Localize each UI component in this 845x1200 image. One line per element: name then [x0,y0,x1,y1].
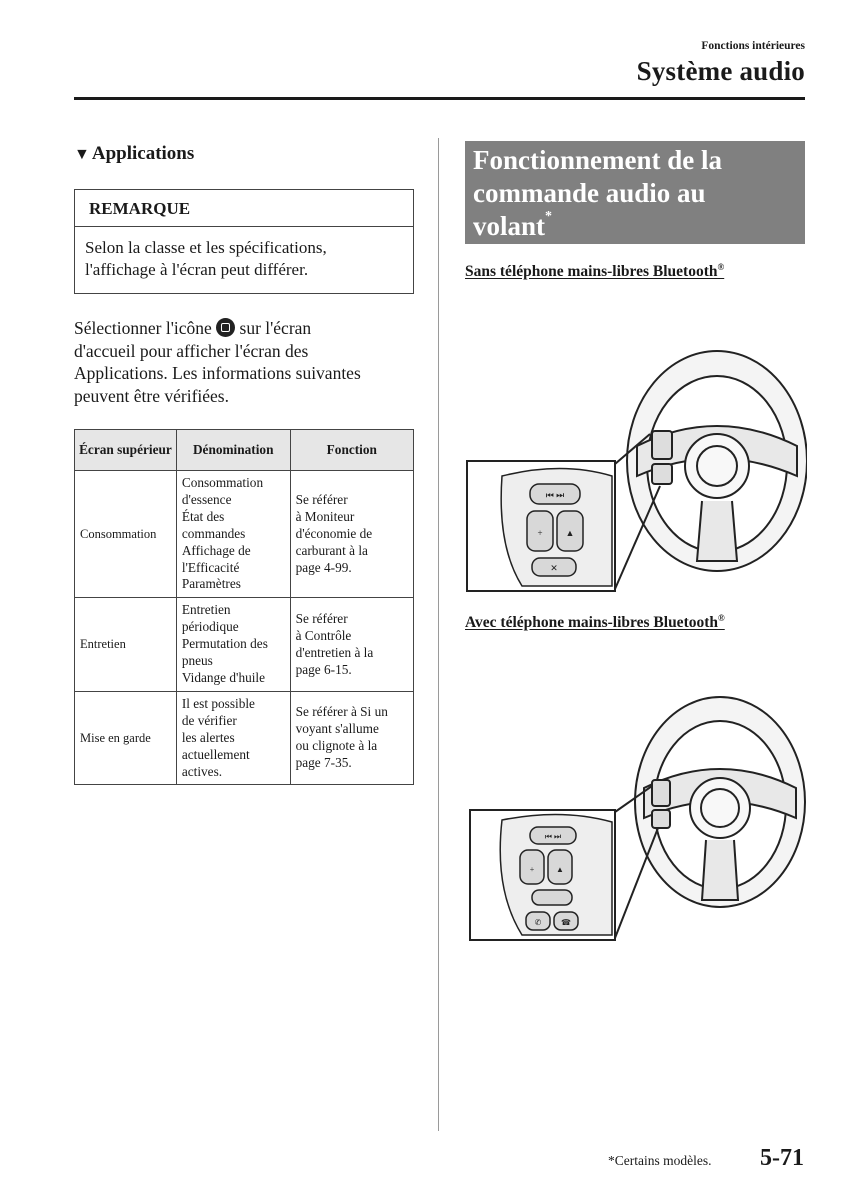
heading-line: Fonctionnement de la [473,145,722,175]
heading-asterisk: * [545,209,553,224]
cell-line: carburant à la [295,542,368,558]
intro-line [74,317,419,340]
svg-text:⏮ ⏭: ⏮ ⏭ [545,490,565,500]
column-divider [438,138,439,1131]
heading-line-text: volant [473,211,546,241]
svg-text:+: + [537,528,543,538]
cell-line: d'économie de [295,525,373,541]
table-row [75,471,414,598]
table-row [75,598,414,692]
applications-icon [216,318,235,337]
intro-line: Applications. Les informations suivantes [74,363,361,383]
header-section-label: Fonctions intérieures [701,40,805,52]
heading-line-last [473,210,797,243]
cell-line: commandes [181,525,246,541]
table-cell-screen: Mise en garde [75,691,177,785]
cell-line: d'essence [181,491,232,507]
intro-line: peuvent être vérifiées. [74,385,229,406]
table-header-screen: Écran supérieur [75,430,177,471]
cell-line: Consommation [181,475,264,490]
cell-line: d'entretien à la [295,644,374,660]
switch-closeup-drawing [470,786,658,940]
intro-text-before: Sélectionner l'icône [74,318,212,338]
svg-text:▲: ▲ [565,528,575,538]
cell-line: État des [181,508,225,524]
cell-line: l'Efficacité [181,559,240,575]
subheading-with-bluetooth [465,613,725,632]
section-heading [74,143,194,165]
cell-line: actuellement [181,746,250,762]
cell-line: Il est possible [181,695,255,711]
subheading-text: Avec téléphone mains-libres Bluetooth [465,614,719,632]
table-cell-function [290,598,413,692]
table-cell-screen: Entretien [75,598,177,692]
registered-mark: ® [717,262,725,272]
table-header-name: Dénomination [176,430,290,471]
cell-line: Se référer [295,610,348,626]
svg-text:✕: ✕ [550,563,558,573]
table-row [75,691,414,785]
remark-line: Selon la classe et les spécifications, [85,238,327,257]
registered-mark: ® [718,613,725,623]
remark-title: REMARQUE [75,190,413,227]
svg-text:+: + [529,865,535,874]
intro-text-after: sur l'écran [235,318,312,338]
intro-line: d'accueil pour afficher l'écran des [74,340,309,361]
cell-line: à Moniteur [295,508,355,524]
subheading-without-bluetooth [465,262,724,281]
svg-text:☎: ☎ [561,918,571,927]
svg-text:✆: ✆ [534,918,542,927]
table-cell-names [176,471,290,598]
cell-line: page 4-99. [295,559,352,575]
cell-line: ou clignote à la [295,738,378,754]
remark-line: l'affichage à l'écran peut différer. [85,260,309,279]
table-cell-function [290,691,413,785]
table-cell-names [176,598,290,692]
steering-wheel-illustration-bluetooth [462,690,807,945]
cell-line: Paramètres [181,576,241,592]
cell-line: actives. [181,763,223,779]
steering-wheel-illustration-basic [462,346,807,596]
section-heading-text: Applications [91,143,195,164]
subheading-text: Sans téléphone mains-libres Bluetooth [465,263,718,281]
cell-line: de vérifier [181,712,237,728]
steering-wheel-drawing [627,351,807,571]
cell-line: périodique [181,619,239,635]
cell-line: Entretien [181,602,231,618]
cell-line: page 7-35. [295,755,352,771]
cell-line: à Contrôle [295,627,352,643]
cell-line: voyant s'allume [295,721,379,737]
cell-line: pneus [181,653,213,669]
table-cell-screen: Consommation [75,471,177,598]
header-rule [74,97,805,100]
page-number: 5-71 [760,1145,804,1171]
triangle-bullet-icon: ▼ [74,146,90,163]
heading-line: commande audio au [473,178,706,208]
cell-line: Affichage de [181,542,251,558]
remark-body [75,227,413,281]
table-cell-names [176,691,290,785]
table-header-function: Fonction [290,430,413,471]
svg-text:▲: ▲ [556,865,564,874]
footnote: *Certains modèles. [608,1153,712,1168]
cell-line: Vidange d'huile [181,669,266,685]
cell-line: les alertes [181,729,235,745]
header-chapter-title: Système audio [636,56,805,86]
cell-line: Se référer [295,491,348,507]
applications-table [74,429,414,785]
cell-line: Permutation des [181,636,268,652]
chapter-heading-box [465,141,805,244]
remark-box [74,189,414,294]
svg-text:⏮ ⏭: ⏮ ⏭ [544,832,562,841]
cell-line: page 6-15. [295,661,352,677]
steering-wheel-drawing [635,697,805,907]
intro-paragraph [74,317,419,407]
cell-line: Se référer à Si un [295,704,388,720]
table-header-row [75,430,414,471]
table-cell-function [290,471,413,598]
